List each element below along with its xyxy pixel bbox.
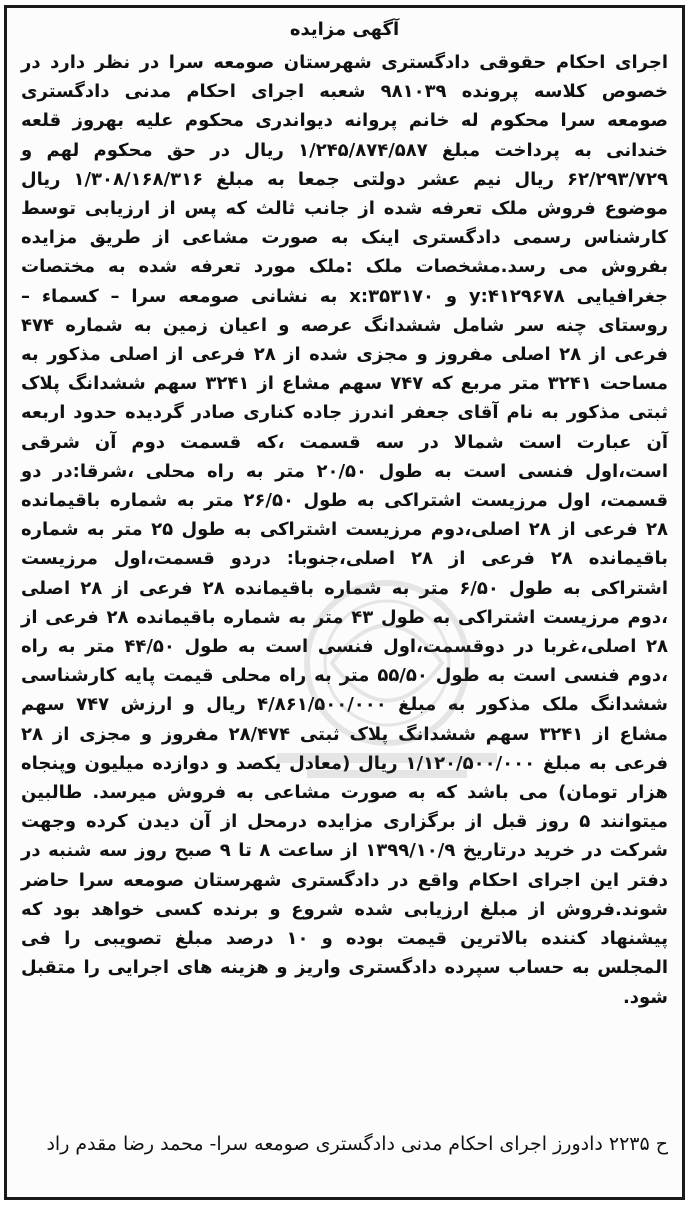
notice-frame bbox=[4, 5, 685, 1200]
notice-title: آگهی مزایده bbox=[289, 19, 400, 40]
notice-signature: ح ۲۲۳۵ دادورز اجرای احکام مدنی دادگستری صومعه سرا- محمد رضا مقدم راد bbox=[46, 1133, 668, 1155]
notice-body: اجرای احکام حقوقی دادگستری شهرستان صومعه سرا در نظر دارد در خصوص کلاسه پرونده ۹۸۱۰۳۹ شعبه اجرای احکام مدنی دادگستری صومعه سرا محکوم له خانم پروانه دیواندری محکوم علیه بهروز قلعه خندانی به پرداخت مبلغ ۱/۲۴۵/۸۷۴/۵۸۷ ریال در حق محکوم لهم و ۶۲/۲۹۳/۷۲۹ ریال نیم عشر دولتی جمعا به مبلغ ۱/۳۰۸/۱۶۸/۳۱۶ ریال موضوع فروش ملک تعرفه شده از جانب ثالث که پس از ارزیابی توسط کارشناس رسمی دادگستری اینک به صورت مشاعی از طریق مزایده بفروش می رسد.مشخصات ملک :ملک مورد تعرفه شده به مختصات جغرافیایی y:۴۱۲۹۶۷۸ و x:۳۵۳۱۷۰ به نشانی صومعه سرا – کسماء – روستای چنه سر شامل ششدانگ عرصه و اعیان زمین به شماره ۴۷۴ فرعی از ۲۸ اصلی مفروز و مجزی شده از ۲۸ فرعی از اصلی مذکور به مساحت ۳۲۴۱ متر مربع که ۷۴۷ سهم مشاع از ۳۲۴۱ سهم ششدانگ پلاک ثبتی مذکور به نام آقای جعفر اندرز جاده کناری صادر گردیده حدود اربعه آن عبارت است شمالا در سه قسمت ،که قسمت دوم آن شرقی است،اول فنسی است به طول ۲۰/۵۰ متر به راه محلی ،شرقا:در دو قسمت، اول مرزیست اشتراکی به طول ۲۶/۵۰ متر به شماره باقیمانده ۲۸ فرعی از ۲۸ اصلی،دوم مرزیست اشتراکی به طول ۲۵ متر به شماره باقیمانده ۲۸ فرعی از ۲۸ اصلی،جنوبا: دردو قسمت،اول مرزیست اشتراکی به طول ۶/۵۰ متر به شماره باقیمانده ۲۸ فرعی از ۲۸ اصلی ،دوم مرزیست اشتراکی به طول ۴۳ متر به شماره باقیمانده ۲۸ فرعی از ۲۸ اصلی،غربا در دوقسمت،اول فنسی است به طول ۴۴/۵۰ متر به راه ،دوم فنسی است به طول ۵۵/۵۰ متر به راه محلی قیمت پایه کارشناسی ششدانگ ملک مذکور به مبلغ ۴/۸۶۱/۵۰۰/۰۰۰ ریال و ارزش ۷۴۷ سهم مشاع از ۳۲۴۱ سهم ششدانگ پلاک ثبتی ۲۸/۴۷۴ مفروز و مجزی از ۲۸ فرعی به مبلغ ۱/۱۲۰/۵۰۰/۰۰۰ ریال (معادل یکصد و دوازده میلیون وپنجاه هزار تومان) می باشد که به صورت مشاعی به فروش میرسد. طالبین میتوانند ۵ روز قبل از برگزاری مزایده درمحل از آن دیدن کرده وجهت شرکت در خرید درتاریخ ۱۳۹۹/۱۰/۹ از ساعت ۸ تا ۹ صبح روز سه شنبه در دفتر این اجرای احکام واقع در دادگستری شهرستان صومعه سرا حاضر شوند.فروش از مبلغ ارزیابی شده شروع و برنده کسی خواهد بود که پیشنهاد کننده بالاترین قیمت بوده و ۱۰ درصد مبلغ تصویبی را فی المجلس به حساب سپرده دادگستری واریز و هزینه های اجرایی را متقبل شود. bbox=[21, 52, 669, 1008]
